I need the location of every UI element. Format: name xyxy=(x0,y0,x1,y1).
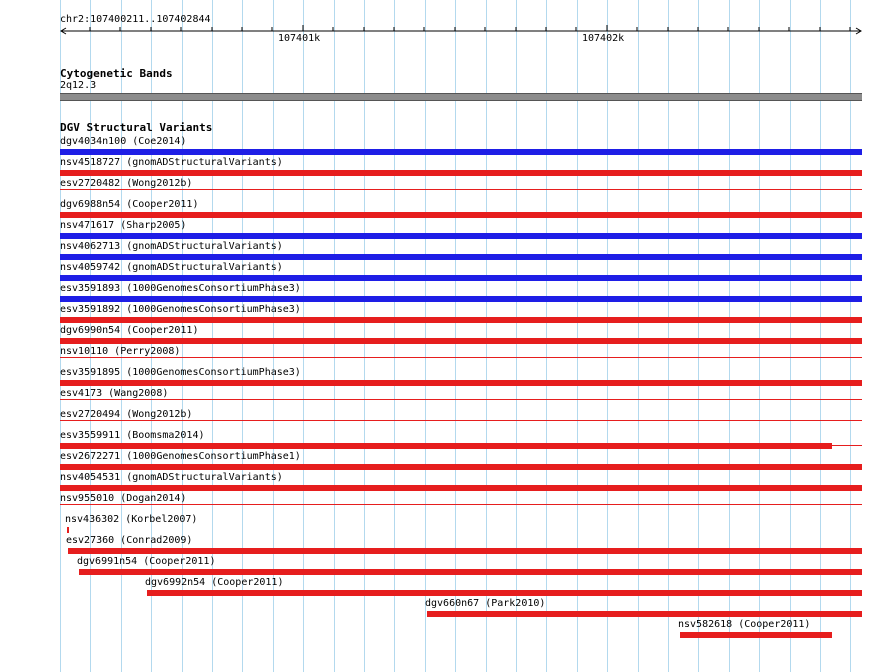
dgv-feature-bar[interactable] xyxy=(427,611,862,617)
dgv-feature-label: esv2672271 (1000GenomesConsortiumPhase1) xyxy=(60,451,301,462)
dgv-feature-bar[interactable] xyxy=(60,254,862,260)
dgv-feature-row[interactable] xyxy=(0,451,890,472)
dgv-feature-label: dgv6991n54 (Cooper2011) xyxy=(77,556,216,567)
ruler-axis xyxy=(0,0,890,60)
dgv-feature-label: esv3591892 (1000GenomesConsortiumPhase3) xyxy=(60,304,301,315)
dgv-feature-row[interactable] xyxy=(0,388,890,409)
dgv-feature-label: nsv582618 (Cooper2011) xyxy=(678,619,811,630)
dgv-feature-row[interactable] xyxy=(0,220,890,241)
dgv-feature-bar[interactable] xyxy=(60,380,862,386)
dgv-feature-bar[interactable] xyxy=(680,632,832,638)
dgv-feature-line[interactable] xyxy=(60,189,862,190)
dgv-feature-bar[interactable] xyxy=(60,485,862,491)
dgv-feature-bar[interactable] xyxy=(60,149,862,155)
dgv-feature-bar[interactable] xyxy=(60,275,862,281)
dgv-feature-line xyxy=(832,445,862,446)
dgv-track-title: DGV Structural Variants xyxy=(60,121,213,134)
dgv-feature-row[interactable] xyxy=(0,577,890,598)
dgv-feature-bar[interactable] xyxy=(147,590,862,596)
cytoband-track-title: Cytogenetic Bands xyxy=(60,67,173,80)
dgv-feature-bar[interactable] xyxy=(60,233,862,239)
dgv-feature-label: dgv6992n54 (Cooper2011) xyxy=(145,577,284,588)
dgv-feature-label: dgv6988n54 (Cooper2011) xyxy=(60,199,199,210)
dgv-feature-row[interactable] xyxy=(0,619,890,640)
ruler-location: chr2:107400211..107402844 xyxy=(60,14,211,25)
dgv-feature-row[interactable] xyxy=(0,367,890,388)
dgv-feature-row[interactable] xyxy=(0,199,890,220)
dgv-feature-label: nsv4062713 (gnomADStructuralVariants) xyxy=(60,241,283,252)
dgv-feature-row[interactable] xyxy=(0,262,890,283)
dgv-feature-label: esv2720494 (Wong2012b) xyxy=(60,409,193,420)
dgv-feature-row[interactable] xyxy=(0,346,890,367)
dgv-feature-bar[interactable] xyxy=(79,569,862,575)
dgv-feature-label: nsv4054531 (gnomADStructuralVariants) xyxy=(60,472,283,483)
dgv-feature-bar[interactable] xyxy=(60,464,862,470)
dgv-feature-label: nsv4518727 (gnomADStructuralVariants) xyxy=(60,157,283,168)
dgv-feature-row[interactable] xyxy=(0,535,890,556)
dgv-feature-label: nsv4059742 (gnomADStructuralVariants) xyxy=(60,262,283,273)
dgv-feature-label: nsv955010 (Dogan2014) xyxy=(60,493,187,504)
dgv-feature-row[interactable] xyxy=(0,514,890,535)
dgv-feature-line[interactable] xyxy=(60,399,862,400)
dgv-feature-row[interactable] xyxy=(0,283,890,304)
dgv-feature-row[interactable] xyxy=(0,409,890,430)
dgv-feature-label: dgv4034n100 (Coe2014) xyxy=(60,136,187,147)
dgv-feature-row[interactable] xyxy=(0,325,890,346)
dgv-feature-line[interactable] xyxy=(60,357,862,358)
dgv-feature-label: dgv6990n54 (Cooper2011) xyxy=(60,325,199,336)
ruler-tick-label: 107401k xyxy=(278,33,321,44)
dgv-feature-row[interactable] xyxy=(0,157,890,178)
dgv-feature-bar[interactable] xyxy=(60,317,862,323)
dgv-feature-bar[interactable] xyxy=(60,296,862,302)
dgv-feature-bar[interactable] xyxy=(60,443,832,449)
dgv-feature-row[interactable] xyxy=(0,241,890,262)
dgv-feature-label: esv27360 (Conrad2009) xyxy=(66,535,193,546)
dgv-feature-bar[interactable] xyxy=(68,548,862,554)
ruler-tick-label: 107402k xyxy=(582,33,625,44)
dgv-feature-label: esv3591893 (1000GenomesConsortiumPhase3) xyxy=(60,283,301,294)
dgv-feature-row[interactable] xyxy=(0,493,890,514)
dgv-feature-row[interactable] xyxy=(0,472,890,493)
dgv-feature-label: esv2720482 (Wong2012b) xyxy=(60,178,193,189)
dgv-feature-row[interactable] xyxy=(0,556,890,577)
dgv-feature-row[interactable] xyxy=(0,178,890,199)
dgv-feature-row[interactable] xyxy=(0,598,890,619)
dgv-feature-label: esv4173 (Wang2008) xyxy=(60,388,169,399)
cytoband-bar[interactable] xyxy=(60,93,862,101)
dgv-feature-line[interactable] xyxy=(60,420,862,421)
dgv-feature-label: nsv10110 (Perry2008) xyxy=(60,346,181,357)
dgv-feature-bar[interactable] xyxy=(60,212,862,218)
dgv-feature-label: esv3559911 (Boomsma2014) xyxy=(60,430,205,441)
cytoband-label: 2q12.3 xyxy=(60,80,97,91)
dgv-feature-row[interactable] xyxy=(0,136,890,157)
dgv-feature-line[interactable] xyxy=(60,504,862,505)
dgv-feature-row[interactable] xyxy=(0,430,890,451)
dgv-feature-label: nsv471617 (Sharp2005) xyxy=(60,220,187,231)
dgv-feature-bar[interactable] xyxy=(67,527,69,533)
dgv-feature-label: nsv436302 (Korbel2007) xyxy=(65,514,198,525)
dgv-feature-row[interactable] xyxy=(0,304,890,325)
dgv-feature-bar[interactable] xyxy=(60,338,862,344)
dgv-feature-label: esv3591895 (1000GenomesConsortiumPhase3) xyxy=(60,367,301,378)
dgv-feature-label: dgv660n67 (Park2010) xyxy=(425,598,546,609)
dgv-feature-bar[interactable] xyxy=(60,170,862,176)
